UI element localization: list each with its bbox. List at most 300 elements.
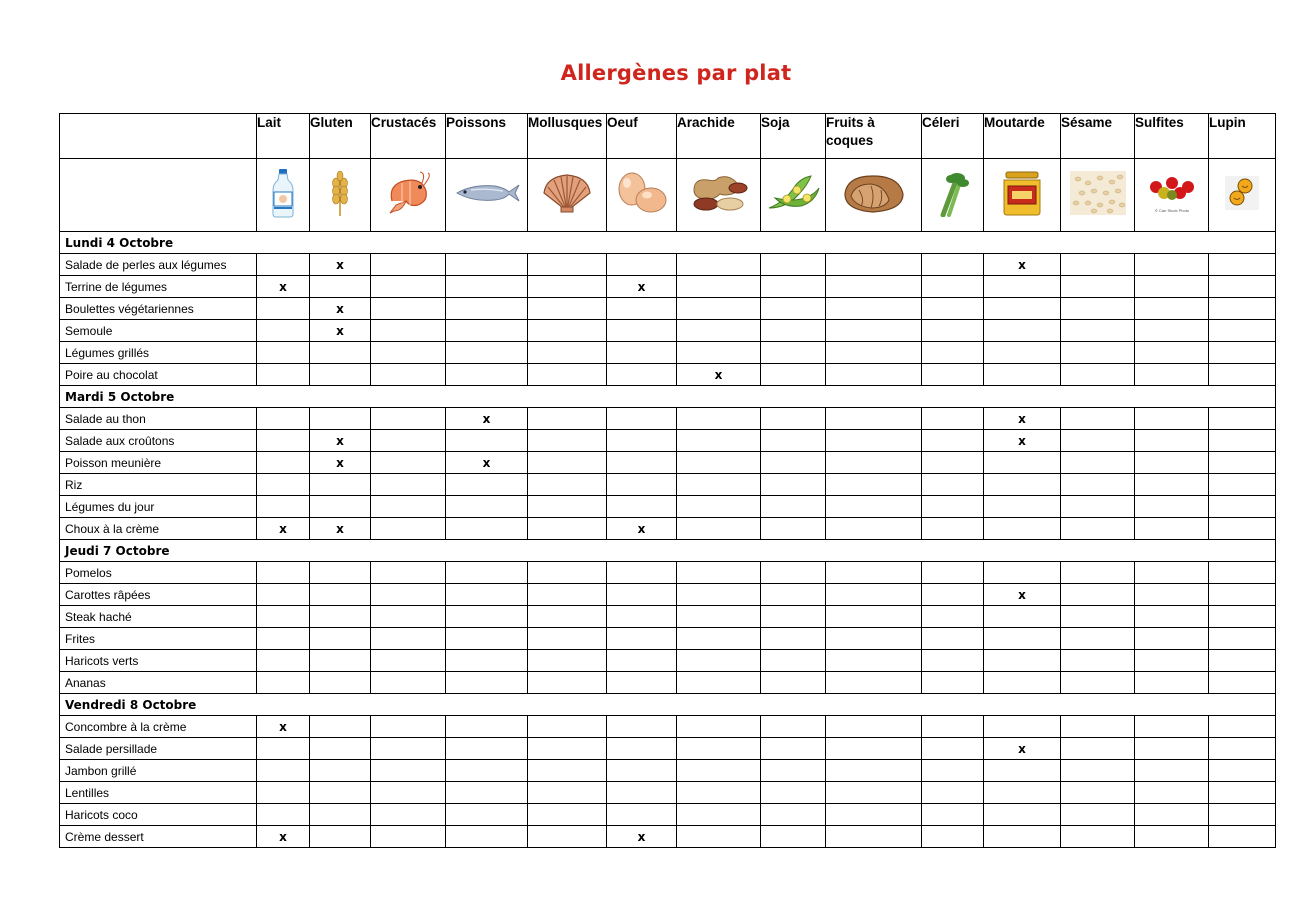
allergen-mark-fruits-a-coques	[826, 716, 922, 738]
allergen-mark-oeuf	[607, 452, 677, 474]
allergen-mark-arachide	[677, 716, 761, 738]
allergen-mark-poissons	[446, 518, 528, 540]
table-row	[60, 518, 1276, 540]
allergen-mark-arachide	[677, 408, 761, 430]
header-row	[60, 114, 1276, 159]
allergen-mark-fruits-a-coques	[826, 298, 922, 320]
allergen-mark-lait: x	[257, 826, 310, 848]
allergen-mark-celeri	[922, 452, 984, 474]
allergen-mark-celeri	[922, 826, 984, 848]
column-header-moutarde: Moutarde	[984, 114, 1061, 159]
allergen-mark-lupin	[1209, 584, 1276, 606]
allergen-mark-crustaces	[371, 804, 446, 826]
allergen-mark-sulfites	[1135, 364, 1209, 386]
allergen-mark-arachide	[677, 628, 761, 650]
allergen-mark-gluten	[310, 782, 371, 804]
allergen-mark-oeuf	[607, 254, 677, 276]
allergen-mark-arachide: x	[677, 364, 761, 386]
allergen-mark-soja	[761, 320, 826, 342]
table-row	[60, 276, 1276, 298]
allergen-mark-celeri	[922, 276, 984, 298]
allergen-mark-fruits-a-coques	[826, 518, 922, 540]
column-header-sesame: Sésame	[1061, 114, 1135, 159]
allergen-mark-oeuf	[607, 628, 677, 650]
dish-name: Crème dessert	[60, 826, 257, 848]
allergen-mark-mollusques	[528, 760, 607, 782]
allergen-mark-lupin	[1209, 474, 1276, 496]
allergen-mark-soja	[761, 298, 826, 320]
allergen-mark-oeuf	[607, 342, 677, 364]
allergen-mark-poissons	[446, 562, 528, 584]
allergen-mark-celeri	[922, 408, 984, 430]
allergen-mark-sesame	[1061, 298, 1135, 320]
allergen-mark-lait	[257, 364, 310, 386]
allergen-mark-arachide	[677, 738, 761, 760]
allergen-mark-fruits-a-coques	[826, 342, 922, 364]
allergen-mark-crustaces	[371, 474, 446, 496]
dish-name: Salade aux croûtons	[60, 430, 257, 452]
allergen-mark-mollusques	[528, 672, 607, 694]
allergen-mark-poissons	[446, 320, 528, 342]
allergen-mark-gluten	[310, 276, 371, 298]
allergen-mark-sesame	[1061, 254, 1135, 276]
icon-cell-gluten	[310, 159, 371, 232]
icon-cell-poissons	[446, 159, 528, 232]
allergen-mark-lait	[257, 738, 310, 760]
allergen-mark-sulfites	[1135, 276, 1209, 298]
allergen-mark-gluten	[310, 364, 371, 386]
allergen-mark-sesame	[1061, 782, 1135, 804]
allergen-mark-oeuf	[607, 298, 677, 320]
allergen-mark-sulfites	[1135, 408, 1209, 430]
allergen-mark-celeri	[922, 562, 984, 584]
allergen-mark-poissons	[446, 298, 528, 320]
column-header-soja: Soja	[761, 114, 826, 159]
allergen-mark-moutarde: x	[984, 430, 1061, 452]
wheat-ear-icon	[328, 169, 352, 222]
allergen-mark-celeri	[922, 430, 984, 452]
dish-name: Concombre à la crème	[60, 716, 257, 738]
allergen-mark-moutarde	[984, 342, 1061, 364]
allergen-mark-arachide	[677, 320, 761, 342]
dish-name: Pomelos	[60, 562, 257, 584]
allergen-mark-poissons	[446, 738, 528, 760]
allergen-mark-gluten	[310, 474, 371, 496]
icon-cell-oeuf	[607, 159, 677, 232]
icon-cell-mollusques	[528, 159, 607, 232]
dish-name: Boulettes végétariennes	[60, 298, 257, 320]
allergen-mark-lupin	[1209, 562, 1276, 584]
allergen-mark-crustaces	[371, 826, 446, 848]
allergen-mark-mollusques	[528, 562, 607, 584]
allergen-mark-mollusques	[528, 716, 607, 738]
allergen-mark-soja	[761, 430, 826, 452]
allergen-table	[59, 113, 1276, 848]
allergen-mark-fruits-a-coques	[826, 320, 922, 342]
allergen-mark-lait	[257, 320, 310, 342]
allergen-mark-poissons	[446, 474, 528, 496]
allergen-mark-sesame	[1061, 276, 1135, 298]
allergen-mark-moutarde	[984, 606, 1061, 628]
allergen-mark-mollusques	[528, 804, 607, 826]
allergen-mark-fruits-a-coques	[826, 584, 922, 606]
allergen-mark-crustaces	[371, 518, 446, 540]
allergen-mark-mollusques	[528, 738, 607, 760]
column-header-gluten: Gluten	[310, 114, 371, 159]
allergen-mark-celeri	[922, 474, 984, 496]
allergen-mark-lupin	[1209, 804, 1276, 826]
allergen-mark-moutarde	[984, 716, 1061, 738]
allergen-mark-mollusques	[528, 782, 607, 804]
allergen-mark-oeuf: x	[607, 826, 677, 848]
allergen-mark-sesame	[1061, 408, 1135, 430]
allergen-mark-oeuf	[607, 430, 677, 452]
icon-cell-celeri	[922, 159, 984, 232]
allergen-mark-gluten	[310, 584, 371, 606]
allergen-mark-poissons	[446, 430, 528, 452]
allergen-mark-mollusques	[528, 826, 607, 848]
allergen-mark-sesame	[1061, 342, 1135, 364]
allergen-mark-soja	[761, 584, 826, 606]
allergen-mark-moutarde	[984, 474, 1061, 496]
allergen-mark-moutarde: x	[984, 584, 1061, 606]
allergen-mark-celeri	[922, 584, 984, 606]
table-row	[60, 606, 1276, 628]
allergen-mark-gluten	[310, 628, 371, 650]
table-row	[60, 584, 1276, 606]
table-body	[60, 232, 1276, 848]
allergen-mark-sulfites	[1135, 474, 1209, 496]
column-header-mollusques: Mollusques	[528, 114, 607, 159]
allergen-mark-lait	[257, 342, 310, 364]
allergen-mark-lupin	[1209, 342, 1276, 364]
allergen-mark-celeri	[922, 364, 984, 386]
allergen-mark-poissons	[446, 342, 528, 364]
dish-name: Légumes du jour	[60, 496, 257, 518]
allergen-mark-mollusques	[528, 650, 607, 672]
allergen-mark-poissons	[446, 716, 528, 738]
dish-name: Salade de perles aux légumes	[60, 254, 257, 276]
allergen-mark-poissons	[446, 606, 528, 628]
allergen-mark-celeri	[922, 738, 984, 760]
icon-cell-sulfites	[1135, 159, 1209, 232]
allergen-mark-fruits-a-coques	[826, 650, 922, 672]
allergen-mark-lupin	[1209, 826, 1276, 848]
allergen-mark-mollusques	[528, 320, 607, 342]
icon-cell-fruits-a-coques	[826, 159, 922, 232]
allergen-mark-gluten: x	[310, 254, 371, 276]
lupin-seeds-icon	[1225, 176, 1259, 215]
allergen-mark-mollusques	[528, 276, 607, 298]
icon-cell-lupin	[1209, 159, 1276, 232]
allergen-mark-soja	[761, 650, 826, 672]
allergen-mark-sesame	[1061, 606, 1135, 628]
allergen-mark-lait: x	[257, 518, 310, 540]
allergen-mark-sulfites	[1135, 320, 1209, 342]
allergen-mark-soja	[761, 782, 826, 804]
allergen-mark-gluten: x	[310, 320, 371, 342]
icon-cell-soja	[761, 159, 826, 232]
allergen-mark-poissons	[446, 584, 528, 606]
allergen-mark-celeri	[922, 320, 984, 342]
allergen-mark-arachide	[677, 430, 761, 452]
allergen-mark-soja	[761, 804, 826, 826]
allergen-mark-crustaces	[371, 584, 446, 606]
allergen-mark-crustaces	[371, 408, 446, 430]
sesame-seeds-icon	[1070, 171, 1126, 220]
allergen-mark-celeri	[922, 804, 984, 826]
allergen-mark-gluten	[310, 738, 371, 760]
table-row	[60, 562, 1276, 584]
allergen-mark-lait	[257, 562, 310, 584]
table-row	[60, 628, 1276, 650]
allergen-mark-lait	[257, 254, 310, 276]
grapes-icon	[1144, 171, 1200, 220]
allergen-mark-fruits-a-coques	[826, 782, 922, 804]
allergen-mark-poissons	[446, 826, 528, 848]
allergen-mark-celeri	[922, 518, 984, 540]
allergen-mark-lupin	[1209, 672, 1276, 694]
allergen-mark-sesame	[1061, 474, 1135, 496]
allergen-mark-soja	[761, 606, 826, 628]
allergen-mark-arachide	[677, 342, 761, 364]
allergen-mark-mollusques	[528, 474, 607, 496]
allergen-mark-moutarde	[984, 782, 1061, 804]
allergen-mark-arachide	[677, 826, 761, 848]
table-row	[60, 804, 1276, 826]
allergen-mark-lait	[257, 496, 310, 518]
table-row	[60, 496, 1276, 518]
mustard-jar-icon	[1000, 170, 1044, 221]
allergen-mark-soja	[761, 276, 826, 298]
celery-icon	[935, 169, 971, 222]
allergen-mark-moutarde: x	[984, 254, 1061, 276]
allergen-mark-crustaces	[371, 276, 446, 298]
allergen-mark-gluten	[310, 342, 371, 364]
allergen-mark-soja	[761, 518, 826, 540]
allergen-mark-sulfites	[1135, 650, 1209, 672]
column-header-lait: Lait	[257, 114, 310, 159]
allergen-mark-sulfites	[1135, 738, 1209, 760]
allergen-mark-lupin	[1209, 518, 1276, 540]
allergen-mark-moutarde	[984, 276, 1061, 298]
allergen-mark-gluten	[310, 408, 371, 430]
allergen-mark-lait: x	[257, 276, 310, 298]
allergen-mark-moutarde	[984, 650, 1061, 672]
allergen-mark-poissons	[446, 804, 528, 826]
allergen-mark-mollusques	[528, 606, 607, 628]
allergen-mark-sesame	[1061, 628, 1135, 650]
icon-cell-crustaces	[371, 159, 446, 232]
allergen-mark-moutarde	[984, 518, 1061, 540]
allergen-mark-crustaces	[371, 496, 446, 518]
allergen-mark-poissons	[446, 364, 528, 386]
table-row	[60, 650, 1276, 672]
day-row	[60, 386, 1276, 408]
allergen-mark-sesame	[1061, 562, 1135, 584]
allergen-mark-soja	[761, 342, 826, 364]
dish-name: Poire au chocolat	[60, 364, 257, 386]
allergen-mark-sulfites	[1135, 342, 1209, 364]
allergen-mark-moutarde: x	[984, 408, 1061, 430]
allergen-mark-gluten: x	[310, 452, 371, 474]
table-row	[60, 254, 1276, 276]
dish-name: Choux à la crème	[60, 518, 257, 540]
allergen-mark-sulfites	[1135, 826, 1209, 848]
table-row	[60, 320, 1276, 342]
allergen-mark-sulfites	[1135, 430, 1209, 452]
table-row	[60, 716, 1276, 738]
allergen-mark-arachide	[677, 254, 761, 276]
corner-cell	[60, 114, 257, 159]
allergen-mark-poissons	[446, 628, 528, 650]
table-row	[60, 672, 1276, 694]
column-header-oeuf: Oeuf	[607, 114, 677, 159]
day-label: Lundi 4 Octobre	[60, 232, 1276, 254]
allergen-mark-crustaces	[371, 672, 446, 694]
allergen-mark-gluten	[310, 606, 371, 628]
allergen-mark-fruits-a-coques	[826, 430, 922, 452]
allergen-mark-sesame	[1061, 452, 1135, 474]
allergen-mark-lupin	[1209, 320, 1276, 342]
allergen-mark-celeri	[922, 672, 984, 694]
allergen-mark-soja	[761, 496, 826, 518]
allergen-mark-sulfites	[1135, 254, 1209, 276]
allergen-mark-fruits-a-coques	[826, 496, 922, 518]
allergen-mark-fruits-a-coques	[826, 452, 922, 474]
allergen-mark-lupin	[1209, 276, 1276, 298]
allergen-mark-mollusques	[528, 430, 607, 452]
allergen-mark-oeuf	[607, 672, 677, 694]
allergen-mark-oeuf	[607, 364, 677, 386]
allergen-mark-lupin	[1209, 496, 1276, 518]
allergen-mark-crustaces	[371, 430, 446, 452]
soybean-pods-icon	[765, 172, 821, 219]
column-header-sulfites: Sulfites	[1135, 114, 1209, 159]
allergen-mark-oeuf	[607, 562, 677, 584]
allergen-mark-sulfites	[1135, 518, 1209, 540]
allergen-mark-poissons	[446, 254, 528, 276]
allergen-mark-moutarde	[984, 562, 1061, 584]
allergen-mark-lait	[257, 606, 310, 628]
allergen-mark-poissons: x	[446, 408, 528, 430]
allergen-mark-arachide	[677, 518, 761, 540]
allergen-mark-oeuf	[607, 408, 677, 430]
allergen-mark-moutarde	[984, 628, 1061, 650]
allergen-mark-soja	[761, 628, 826, 650]
allergen-mark-celeri	[922, 606, 984, 628]
day-row	[60, 540, 1276, 562]
allergen-mark-lupin	[1209, 364, 1276, 386]
icon-cell-lait	[257, 159, 310, 232]
allergen-mark-moutarde	[984, 672, 1061, 694]
allergen-mark-sesame	[1061, 320, 1135, 342]
allergen-mark-celeri	[922, 650, 984, 672]
allergen-mark-oeuf	[607, 474, 677, 496]
allergen-mark-mollusques	[528, 496, 607, 518]
allergen-mark-gluten	[310, 716, 371, 738]
allergen-mark-moutarde	[984, 452, 1061, 474]
allergen-mark-moutarde: x	[984, 738, 1061, 760]
allergen-mark-mollusques	[528, 364, 607, 386]
allergen-mark-celeri	[922, 254, 984, 276]
allergen-mark-moutarde	[984, 826, 1061, 848]
allergen-mark-moutarde	[984, 364, 1061, 386]
allergen-mark-sesame	[1061, 826, 1135, 848]
allergen-mark-arachide	[677, 298, 761, 320]
allergen-mark-lait: x	[257, 716, 310, 738]
allergen-mark-celeri	[922, 342, 984, 364]
allergen-mark-arachide	[677, 782, 761, 804]
allergen-mark-sesame	[1061, 430, 1135, 452]
allergen-mark-lupin	[1209, 452, 1276, 474]
allergen-mark-poissons	[446, 276, 528, 298]
allergen-mark-sesame	[1061, 518, 1135, 540]
allergen-mark-crustaces	[371, 606, 446, 628]
allergen-mark-oeuf	[607, 496, 677, 518]
table-row	[60, 826, 1276, 848]
allergen-mark-sulfites	[1135, 760, 1209, 782]
table-row	[60, 474, 1276, 496]
allergen-mark-gluten: x	[310, 298, 371, 320]
allergen-mark-soja	[761, 452, 826, 474]
allergen-mark-arachide	[677, 276, 761, 298]
allergen-mark-lait	[257, 782, 310, 804]
icon-row-label-cell	[60, 159, 257, 232]
allergen-mark-mollusques	[528, 452, 607, 474]
allergen-mark-lupin	[1209, 628, 1276, 650]
column-header-celeri: Céleri	[922, 114, 984, 159]
allergen-mark-crustaces	[371, 254, 446, 276]
allergen-mark-lait	[257, 430, 310, 452]
dish-name: Salade au thon	[60, 408, 257, 430]
day-label: Jeudi 7 Octobre	[60, 540, 1276, 562]
allergen-mark-fruits-a-coques	[826, 408, 922, 430]
table-row	[60, 342, 1276, 364]
dish-name: Frites	[60, 628, 257, 650]
sulfites-icon-caption: © Can Stock Photo	[1154, 207, 1189, 213]
allergen-mark-sulfites	[1135, 496, 1209, 518]
allergen-mark-lupin	[1209, 408, 1276, 430]
allergen-mark-lupin	[1209, 738, 1276, 760]
allergen-mark-lait	[257, 650, 310, 672]
allergen-mark-oeuf: x	[607, 518, 677, 540]
allergen-mark-oeuf: x	[607, 276, 677, 298]
allergen-mark-sesame	[1061, 584, 1135, 606]
allergen-mark-oeuf	[607, 782, 677, 804]
dish-name: Salade persillade	[60, 738, 257, 760]
day-label: Vendredi 8 Octobre	[60, 694, 1276, 716]
allergen-mark-fruits-a-coques	[826, 738, 922, 760]
allergen-mark-gluten	[310, 672, 371, 694]
allergen-mark-moutarde	[984, 804, 1061, 826]
allergen-mark-soja	[761, 474, 826, 496]
allergen-mark-mollusques	[528, 408, 607, 430]
allergen-mark-sulfites	[1135, 584, 1209, 606]
allergen-mark-sulfites	[1135, 782, 1209, 804]
allergen-mark-gluten	[310, 760, 371, 782]
allergen-mark-soja	[761, 254, 826, 276]
allergen-mark-fruits-a-coques	[826, 606, 922, 628]
page-title: Allergènes par plat	[560, 61, 792, 85]
allergen-mark-sesame	[1061, 650, 1135, 672]
allergen-mark-fruits-a-coques	[826, 804, 922, 826]
allergen-mark-sulfites	[1135, 628, 1209, 650]
allergen-mark-oeuf	[607, 320, 677, 342]
allergen-mark-crustaces	[371, 738, 446, 760]
allergen-mark-soja	[761, 738, 826, 760]
allergen-mark-gluten	[310, 496, 371, 518]
